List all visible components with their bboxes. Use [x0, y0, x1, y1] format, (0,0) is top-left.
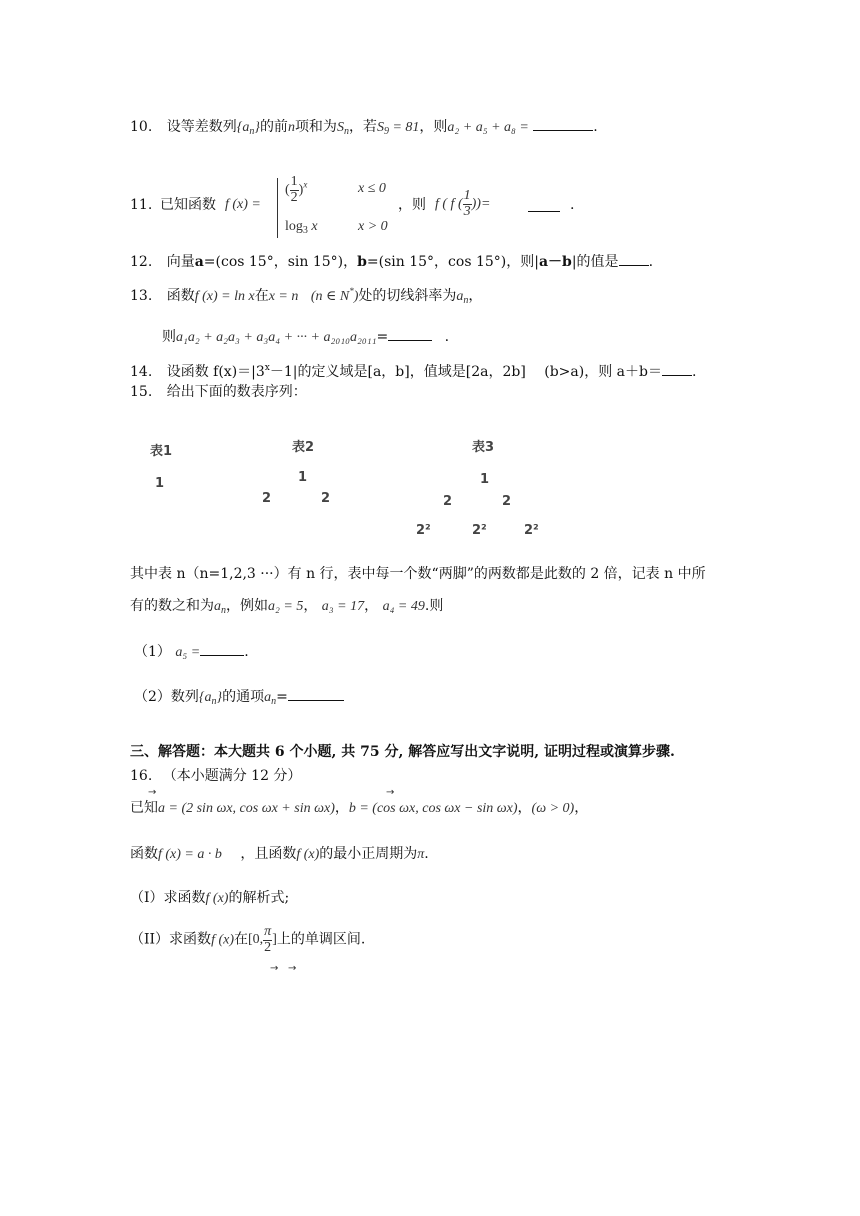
- question-text: 函数: [130, 846, 158, 862]
- question-text: 已知: [130, 800, 158, 816]
- table-2-cell: 2: [262, 491, 272, 506]
- math-var: $a_n$: [264, 690, 277, 707]
- table-2-title: 表2: [292, 440, 315, 455]
- math-set: $\{a_n\}$: [198, 690, 223, 707]
- composite-expression: f ( f ( $\frac{1}{3}$ ))=: [435, 188, 491, 219]
- question-text: ，则: [419, 119, 448, 135]
- example-value: a₃ = 17: [321, 599, 365, 614]
- vector-b: b: [357, 254, 367, 270]
- question-text: |的值是: [571, 254, 619, 270]
- vector-arrow-icon: →: [270, 963, 279, 974]
- vector-arrow-icon: →: [148, 787, 157, 798]
- question-text: 的解析式;: [228, 890, 290, 906]
- question-15: [130, 384, 307, 401]
- table-3-cell: 2²: [472, 523, 487, 538]
- vector-arrow-icon: →: [288, 963, 297, 974]
- question-text: 的前: [259, 119, 288, 135]
- table-3-cell: 2²: [416, 523, 431, 538]
- question-text: 设函数 f(x)＝|3: [166, 364, 265, 380]
- function-label: f (x) =: [225, 197, 261, 212]
- answer-blank[interactable]: [662, 363, 692, 376]
- case-2-condition: x > 0: [358, 219, 388, 234]
- table-3-cell: 2: [443, 494, 453, 509]
- period: .: [570, 197, 575, 213]
- question-16-header: [130, 768, 301, 785]
- question-text: 则: [162, 329, 176, 345]
- part-label: （I）求函数: [130, 890, 206, 906]
- question-text: ，则: [398, 197, 426, 213]
- equals-sign: =: [276, 689, 288, 705]
- math-var: $a_n$: [456, 289, 469, 306]
- section-heading: 三、解答题：本大题共 6 个小题, 共 75 分, 解答应写出文字说明, 证明过程或演算步骤.: [130, 744, 675, 760]
- math-expression: x = n: [268, 289, 299, 304]
- math-var: $a_n$: [214, 599, 226, 616]
- answer-blank[interactable]: [288, 688, 344, 701]
- table-2-cell: 1: [298, 470, 308, 485]
- question-number: 15.: [130, 384, 153, 400]
- question-16-part-2: [130, 925, 365, 955]
- table-3-cell: 2: [502, 494, 512, 509]
- question-15-paragraph-1: 其中表 n（n=1,2,3 ···）有 n 行，表中每一个数“两脚”的两数都是此数的 2 倍，记表 n 中所: [130, 566, 706, 582]
- question-text: ，且函数: [240, 846, 297, 862]
- question-13-line-2: [162, 328, 449, 347]
- question-text: 处的切线斜率为: [358, 288, 457, 304]
- question-13: [130, 286, 482, 307]
- function-label: f (x): [296, 847, 320, 862]
- vector-b-expression: b = (cos ωx, cos ωx − sin ωx): [348, 801, 518, 816]
- math-condition: (n ∈ N*): [310, 286, 359, 304]
- superscript: x: [264, 363, 270, 373]
- question-number: 11.: [130, 197, 153, 213]
- question-15-part-2: [134, 688, 344, 708]
- math-var: $S_n$: [336, 120, 349, 137]
- piecewise-brace: [277, 178, 278, 238]
- period: .: [691, 364, 697, 380]
- period: .: [648, 254, 654, 270]
- question-16-part-1: [130, 890, 289, 908]
- question-12: [130, 253, 653, 271]
- vector-difference: a－b: [538, 254, 572, 270]
- answer-blank[interactable]: [528, 199, 560, 212]
- question-text: －1|的定义域是[a，b]，值域是[2a，2b]: [269, 364, 526, 380]
- interval-expression: [0, $\frac{\pi}{2}$ ]: [248, 924, 277, 955]
- question-text: 给出下面的数表序列：: [166, 384, 307, 400]
- example-value: a₄ = 49: [382, 599, 425, 614]
- math-expression: a₅ =: [175, 645, 201, 660]
- question-text: ，例如: [226, 598, 268, 614]
- question-16-given: [130, 800, 588, 818]
- question-text: 的最小正周期为: [319, 846, 418, 862]
- question-text: =(sin 15°，cos 15°)，则|: [366, 254, 539, 270]
- math-condition: $S_9 = 81$: [376, 120, 420, 137]
- vector-arrow-icon: →: [386, 787, 395, 798]
- vector-a-expression: a = (2 sin ωx, cos ωx + sin ωx): [158, 801, 335, 816]
- period: .: [593, 119, 598, 135]
- score-note: （本小题满分 12 分）: [162, 768, 302, 784]
- question-16-function: [130, 846, 429, 864]
- table-2-cell: 2: [321, 491, 331, 506]
- pi-symbol: π: [417, 847, 425, 862]
- question-text: 的通项: [222, 689, 265, 705]
- question-text: .则: [424, 598, 444, 614]
- vector-a: a: [194, 254, 204, 270]
- punctuation: ，: [517, 800, 532, 816]
- question-text: 在: [234, 931, 248, 948]
- punctuation: ，: [334, 800, 349, 816]
- table-1-cell: 1: [155, 476, 165, 491]
- answer-blank[interactable]: [619, 253, 649, 266]
- question-11: [130, 175, 630, 245]
- math-expression: a₁a₂ + a₂a₃ + a₃a₄ + ··· + a₂₀₁₀a₂₀₁₁: [176, 330, 377, 345]
- equals-sign: =: [376, 329, 389, 345]
- question-15-paragraph-2: 有的数之和为$a_n$，例如a₂ = 5， a₃ = 17， a₄ = 49.则: [130, 598, 444, 616]
- question-number: 14.: [130, 364, 153, 380]
- table-3-title: 表3: [472, 440, 495, 455]
- table-3-cell: 1: [480, 472, 490, 487]
- example-value: a₂ = 5: [268, 599, 304, 614]
- question-text: =(cos 15°，sin 15°)，: [203, 254, 358, 270]
- function-label: f (x): [211, 932, 234, 948]
- case-1-expression: ( $\frac{1}{2}$ )$^x$: [285, 174, 308, 205]
- question-15-part-1: [134, 643, 249, 662]
- question-number: 16.: [130, 768, 153, 784]
- question-text: 向量: [166, 254, 195, 270]
- case-1-condition: x ≤ 0: [358, 181, 386, 196]
- table-1-title: 表1: [150, 444, 173, 459]
- answer-blank[interactable]: [533, 118, 593, 131]
- question-number: 13.: [130, 288, 153, 304]
- question-text: 在: [254, 288, 269, 304]
- part-label: （1）: [134, 644, 171, 660]
- question-text: 函数: [166, 288, 195, 304]
- question-condition: (b>a)，则 a＋b＝: [544, 364, 662, 380]
- part-label: （II）求函数: [130, 931, 212, 948]
- period: .: [424, 846, 429, 862]
- question-number: 10.: [130, 119, 153, 135]
- case-2-expression: $\log_3 x$: [285, 219, 318, 236]
- punctuation: ，: [468, 288, 483, 304]
- question-text: 项和为: [294, 119, 337, 135]
- function-expression: f (x) = a · b: [158, 847, 222, 862]
- function-label: f (x): [205, 891, 229, 906]
- answer-blank[interactable]: [200, 643, 244, 656]
- math-var: n: [287, 120, 295, 135]
- question-text: ，若: [348, 119, 377, 135]
- math-expression: a₂ + a₅ + a₈ =: [447, 120, 529, 135]
- punctuation: ，: [574, 800, 589, 816]
- question-10: [130, 118, 598, 138]
- question-14: [130, 363, 696, 381]
- question-number: 12.: [130, 254, 153, 270]
- period: .: [244, 644, 249, 660]
- table-3-cell: 2²: [524, 523, 539, 538]
- function-expression: f (x) = ln x: [194, 289, 255, 304]
- question-text: 有的数之和为: [130, 598, 214, 614]
- question-text: 已知函数: [160, 197, 216, 213]
- answer-blank[interactable]: [388, 328, 432, 341]
- question-text: 设等差数列: [166, 119, 237, 135]
- period: .: [444, 329, 450, 345]
- math-condition: (ω > 0): [531, 801, 575, 816]
- question-text: 上的单调区间.: [276, 931, 366, 948]
- part-label: （2）数列: [134, 689, 199, 705]
- math-set: $\{a_n\}$: [236, 120, 260, 137]
